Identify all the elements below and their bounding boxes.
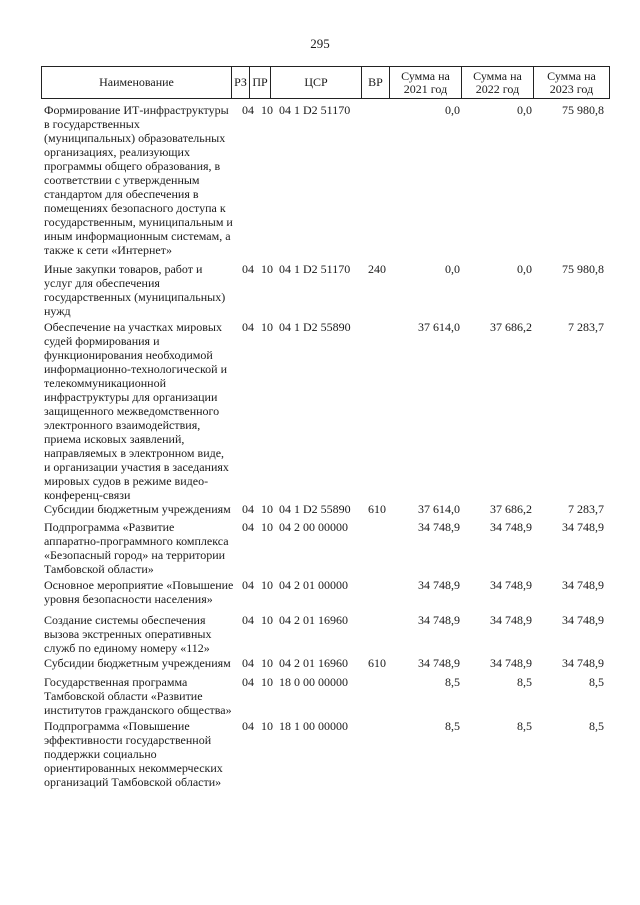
cell-s3: 7 283,7 bbox=[568, 502, 604, 516]
cell-rz: 04 bbox=[242, 675, 254, 689]
cell-rz: 04 bbox=[242, 719, 254, 733]
cell-s1: 8,5 bbox=[445, 719, 460, 733]
cell-rz: 04 bbox=[242, 578, 254, 592]
cell-pr: 10 bbox=[261, 103, 273, 117]
cell-s2: 8,5 bbox=[517, 675, 532, 689]
cell-name: Иные закупки товаров, работ и услуг для обеспечения государственных (муниципальных) нужд bbox=[44, 262, 226, 318]
cell-csr: 04 1 D2 51170 bbox=[279, 262, 351, 276]
cell-s1: 34 748,9 bbox=[418, 578, 460, 592]
cell-s2: 37 686,2 bbox=[490, 320, 532, 334]
cell-rz: 04 bbox=[242, 103, 254, 117]
header-name: Наименование bbox=[42, 67, 232, 98]
cell-s3: 75 980,8 bbox=[562, 262, 604, 276]
cell-name: Субсидии бюджетным учреждениям bbox=[44, 656, 231, 670]
cell-s2: 34 748,9 bbox=[490, 520, 532, 534]
cell-name: Обеспечение на участках мировых судей формирования и функционирования необходимой информационно-технологической и телекоммуникационной инфраструктуры для организации защищенного межведомственного электронного взаимодействия, приема исковых заявлений, направляемых в электронном виде, и организации участия в заседаниях мировых судов в режиме видео- конференц-связи bbox=[44, 320, 229, 502]
cell-s3: 34 748,9 bbox=[562, 578, 604, 592]
cell-csr: 04 2 01 16960 bbox=[279, 656, 348, 670]
cell-name: Подпрограмма «Развитие аппаратно-программного комплекса «Безопасный город» на территории Тамбовской области» bbox=[44, 520, 229, 576]
cell-s2: 34 748,9 bbox=[490, 578, 532, 592]
cell-s1: 34 748,9 bbox=[418, 520, 460, 534]
cell-s3: 7 283,7 bbox=[568, 320, 604, 334]
table-header bbox=[41, 66, 610, 99]
cell-s1: 0,0 bbox=[445, 103, 460, 117]
cell-pr: 10 bbox=[261, 262, 273, 276]
cell-pr: 10 bbox=[261, 502, 273, 516]
header-sum-2022: Сумма на 2022 год bbox=[462, 67, 534, 98]
cell-s3: 75 980,8 bbox=[562, 103, 604, 117]
cell-s1: 34 748,9 bbox=[418, 613, 460, 627]
cell-vr: 610 bbox=[368, 502, 386, 516]
cell-csr: 04 2 01 16960 bbox=[279, 613, 348, 627]
cell-rz: 04 bbox=[242, 520, 254, 534]
cell-pr: 10 bbox=[261, 578, 273, 592]
cell-csr: 04 2 00 00000 bbox=[279, 520, 348, 534]
cell-name: Подпрограмма «Повышение эффективности государственной поддержки социально ориентированных некоммерческих организаций Тамбовской области» bbox=[44, 719, 223, 789]
cell-name: Государственная программа Тамбовской области «Развитие институтов гражданского общества» bbox=[44, 675, 232, 717]
cell-s3: 34 748,9 bbox=[562, 613, 604, 627]
cell-name: Субсидии бюджетным учреждениям bbox=[44, 502, 231, 516]
cell-name: Основное мероприятие «Повышение уровня безопасности населения» bbox=[44, 578, 234, 606]
cell-vr: 240 bbox=[368, 262, 386, 276]
cell-s1: 34 748,9 bbox=[418, 656, 460, 670]
cell-s1: 8,5 bbox=[445, 675, 460, 689]
cell-pr: 10 bbox=[261, 675, 273, 689]
header-csr: ЦСР bbox=[271, 67, 362, 98]
cell-s2: 34 748,9 bbox=[490, 613, 532, 627]
cell-rz: 04 bbox=[242, 502, 254, 516]
page-number: 295 bbox=[310, 36, 330, 51]
cell-name: Формирование ИТ-инфраструктуры в государственных (муниципальных) образовательных организациях, реализующих программы общего образования, в соответствии с утвержденным стандартом для обеспечения в помещениях безопасного доступа к государственным, муниципальным и иным информационным системам, а также к сети «Интернет» bbox=[44, 103, 233, 257]
cell-csr: 04 2 01 00000 bbox=[279, 578, 348, 592]
cell-csr: 04 1 D2 55890 bbox=[279, 320, 351, 334]
cell-s3: 34 748,9 bbox=[562, 656, 604, 670]
header-vr: ВР bbox=[362, 67, 390, 98]
cell-rz: 04 bbox=[242, 262, 254, 276]
cell-csr: 04 1 D2 51170 bbox=[279, 103, 351, 117]
cell-pr: 10 bbox=[261, 520, 273, 534]
header-sum-2021: Сумма на 2021 год bbox=[390, 67, 462, 98]
cell-s1: 0,0 bbox=[445, 262, 460, 276]
header-sum-2023: Сумма на 2023 год bbox=[547, 68, 596, 96]
cell-s2: 37 686,2 bbox=[490, 502, 532, 516]
cell-s2: 0,0 bbox=[517, 262, 532, 276]
cell-s2: 8,5 bbox=[517, 719, 532, 733]
cell-pr: 10 bbox=[261, 320, 273, 334]
cell-csr: 18 0 00 00000 bbox=[279, 675, 348, 689]
cell-s3: 8,5 bbox=[589, 719, 604, 733]
cell-s1: 37 614,0 bbox=[418, 320, 460, 334]
cell-vr: 610 bbox=[368, 656, 386, 670]
cell-rz: 04 bbox=[242, 320, 254, 334]
cell-s2: 0,0 bbox=[517, 103, 532, 117]
cell-rz: 04 bbox=[242, 656, 254, 670]
header-pr: ПР bbox=[250, 67, 271, 98]
cell-s3: 8,5 bbox=[589, 675, 604, 689]
cell-s3: 34 748,9 bbox=[562, 520, 604, 534]
header-rz: РЗ bbox=[232, 67, 250, 98]
cell-s2: 34 748,9 bbox=[490, 656, 532, 670]
cell-csr: 04 1 D2 55890 bbox=[279, 502, 351, 516]
cell-s1: 37 614,0 bbox=[418, 502, 460, 516]
cell-csr: 18 1 00 00000 bbox=[279, 719, 348, 733]
cell-rz: 04 bbox=[242, 613, 254, 627]
cell-pr: 10 bbox=[261, 656, 273, 670]
cell-pr: 10 bbox=[261, 613, 273, 627]
cell-name: Создание системы обеспечения вызова экстренных оперативных служб по единому номеру «112» bbox=[44, 613, 212, 655]
cell-pr: 10 bbox=[261, 719, 273, 733]
